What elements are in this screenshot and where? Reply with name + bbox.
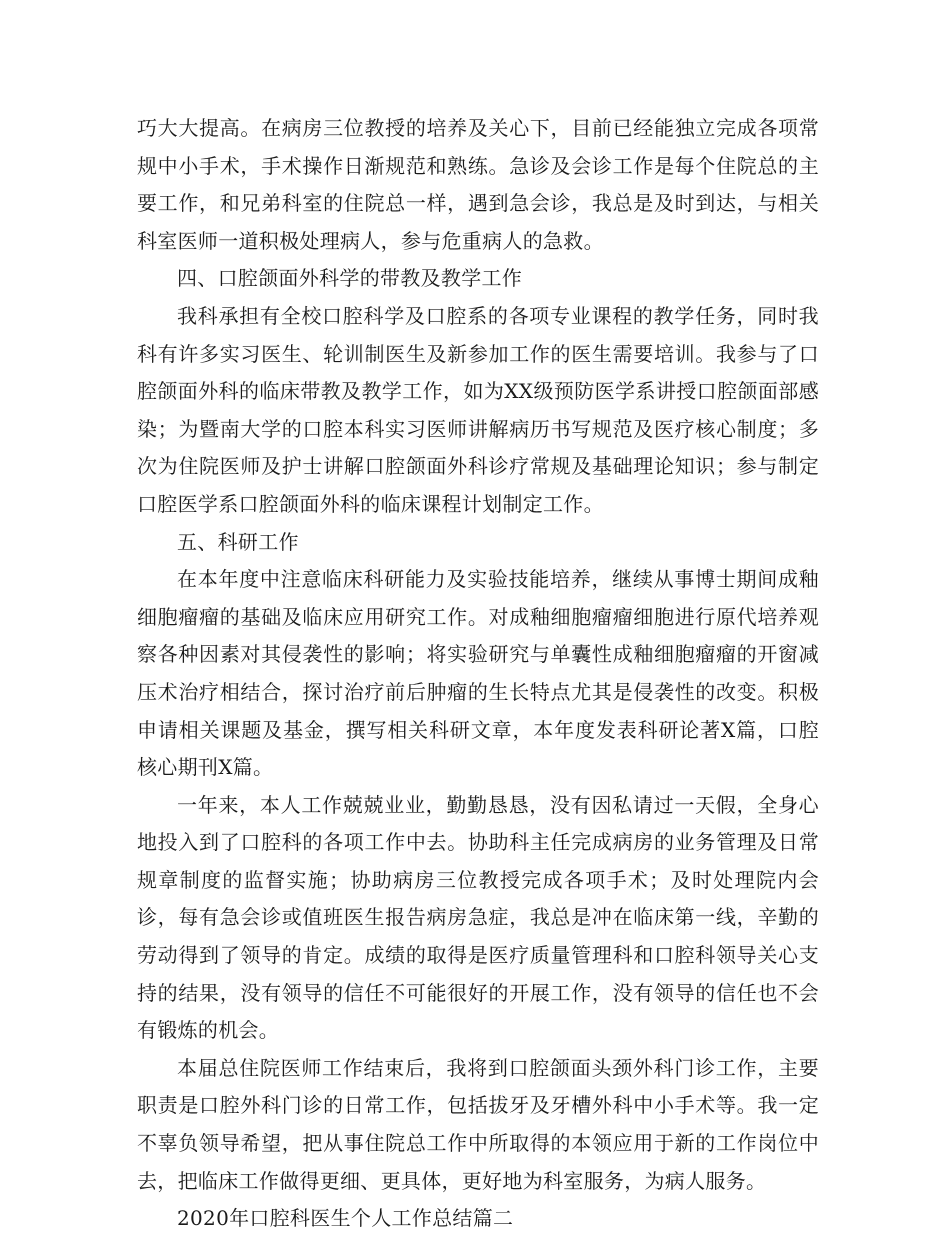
section-heading-research: 五、科研工作 [177,529,299,554]
document-body [137,110,819,1238]
section-heading-part-two: 2020年口腔科医生个人工作总结篇二 [177,1206,514,1231]
paragraph-year-summary: 一年来，本人工作兢兢业业，勤勤恳恳，没有因私请过一天假，全身心地投入到了口腔科的各项工作中去。协助科主任完成病房的业务管理及日常规章制度的监督实施；协助病房三位教授完成各项手术；及时处理院内会诊，每有急会诊或值班医生报告病房急症，我总是冲在临床第一线，辛勤的劳动得到了领导的肯定。成绩的取得是医疗质量管理科和口腔科领导关心支持的结果，没有领导的信任不可能很好的开展工作，没有领导的信任也不会有锻炼的机会。 [137,792,819,1043]
paragraph-continuation: 巧大大提高。在病房三位教授的培养及关心下，目前已经能独立完成各项常规中小手术，手术操作日渐规范和熟练。急诊及会诊工作是每个住院总的主要工作，和兄弟科室的住院总一样，遇到急会诊，我总是及时到达，与相关科室医师一道积极处理病人，参与危重病人的急救。 [137,116,819,253]
section-heading-teaching: 四、口腔颌面外科学的带教及教学工作 [177,266,523,291]
paragraph-research: 在本年度中注意临床科研能力及实验技能培养，继续从事博士期间成釉细胞瘤瘤的基础及临床应用研究工作。对成釉细胞瘤瘤细胞进行原代培养观察各种因素对其侵袭性的影响；将实验研究与单囊性成釉细胞瘤瘤的开窗减压术治疗相结合，探讨治疗前后肿瘤的生长特点尤其是侵袭性的改变。积极申请相关课题及基金，撰写相关科研文章，本年度发表科研论著X篇，口腔核心期刊X篇。 [137,567,819,780]
paragraph-future-plan: 本届总住院医师工作结束后，我将到口腔颌面头颈外科门诊工作，主要职责是口腔外科门诊的日常工作，包括拔牙及牙槽外科中小手术等。我一定不辜负领导希望，把从事住院总工作中所取得的本领应用于新的工作岗位中去，把临床工作做得更细、更具体，更好地为科室服务，为病人服务。 [137,1055,819,1193]
paragraph-teaching: 我科承担有全校口腔科学及口腔系的各项专业课程的教学任务，同时我科有许多实习医生、轮训制医生及新参加工作的医生需要培训。我参与了口腔颌面外科的临床带教及教学工作，如为XX级预防医学系讲授口腔颌面部感染；为暨南大学的口腔本科实习医师讲解病历书写规范及医疗核心制度；多次为住院医师及护士讲解口腔颌面外科诊疗常规及基础理论知识；参与制定口腔医学系口腔颌面外科的临床课程计划制定工作。 [137,303,819,516]
